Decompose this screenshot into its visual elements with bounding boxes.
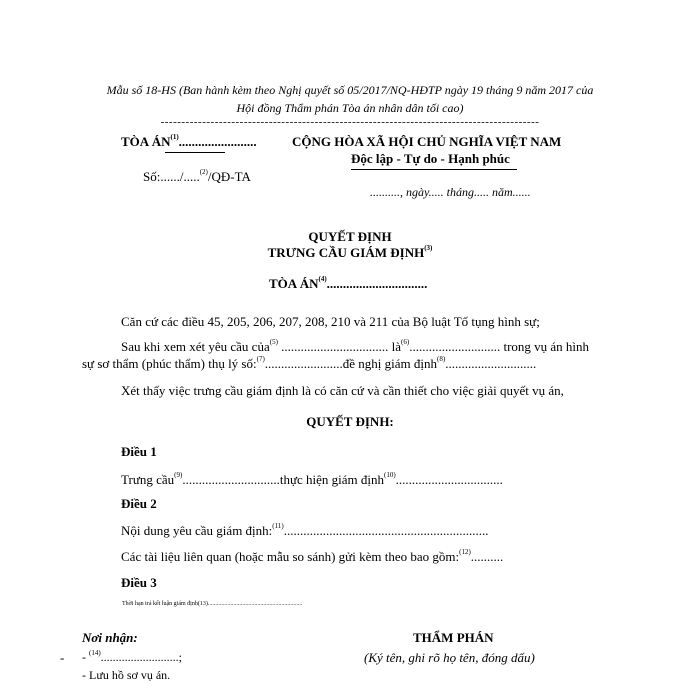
article-3-text: Thời hạn trả kết luận giám định(13)...............................................................: [122, 601, 303, 607]
separator-line: -------------------------------------------------------------------------------------------: [160, 116, 540, 128]
motto-underline: [351, 169, 517, 170]
review-line-1: Sau khi xem xét yêu cầu của$^{(5)}$ ................................. $là^{(6)}$............................ trong vụ án hình: [121, 338, 590, 354]
legal-basis: Căn cứ các điều 45, 205, 206, 207, 208, 210 và 211 của Bộ luật Tố tụng hình sự;: [121, 314, 540, 329]
margin-dash: -: [60, 650, 65, 665]
nation-title: CỘNG HÒA XÃ HỘI CHỦ NGHĨA VIỆT NAM: [292, 134, 562, 149]
form-reference-line1: Mẫu số 18-HS (Ban hành kèm theo Nghị quyết số 05/2017/NQ-HĐTP ngày 19 tháng 9 năm 2017 của: [106, 83, 594, 97]
recipient-archive: - Lưu hồ sơ vụ án.: [82, 668, 171, 682]
recipient-1: - $^{(14)}$..........................;: [82, 649, 183, 664]
review-line-2: sự sơ thẩm (phúc thẩm) thụ lý số:$^{(7)}$........................đề nghị giám định$^{(8)}$............................: [82, 355, 537, 371]
court-name-left: TÒA ÁN$^{(1)}$........................: [121, 133, 257, 149]
court-underline: [165, 152, 225, 153]
recipients-label: Nơi nhận:: [82, 630, 138, 645]
decision-heading: QUYẾT ĐỊNH:: [306, 414, 394, 429]
article-2-content: Nội dung yêu cầu giám định:$^{(11)}$...............................................................: [121, 522, 489, 538]
article-1-title: Điều 1: [121, 444, 157, 459]
place-date-line: .........., ngày..... tháng..... năm......: [370, 185, 531, 199]
article-2-title: Điều 2: [121, 496, 157, 511]
national-motto: Độc lập - Tự do - Hạnh phúc: [351, 151, 510, 166]
form-reference-line2: Hội đồng Thẩm phán Tòa án nhân dân tối cao): [236, 101, 464, 115]
article-1-text: Trưng cầu$^{(9)}$..............................thực hiện giám định$^{(10)}$.................................: [121, 471, 503, 487]
article-2-documents: Các tài liệu liên quan (hoặc mẫu so sánh) gửi kèm theo bao gồm:$^{(12)}$..........: [121, 548, 504, 564]
signature-note: (Ký tên, ghi rõ họ tên, đóng dấu): [364, 650, 535, 665]
issuing-court: TÒA ÁN$^{(4)}$...............................: [269, 275, 428, 291]
document-title: QUYẾT ĐỊNH: [308, 229, 392, 244]
judge-title: THẨM PHÁN: [413, 630, 494, 645]
document-subtitle: TRƯNG CẦU GIÁM ĐỊNH$^{(3)}$: [267, 244, 433, 260]
article-3-title: Điều 3: [121, 575, 157, 590]
consideration: Xét thấy việc trưng cầu giám định là có căn cứ và cần thiết cho việc giải quyết vụ án,: [121, 383, 564, 398]
decision-number: Số:....../.....$^{(2)}$/QĐ-TA: [143, 168, 251, 184]
